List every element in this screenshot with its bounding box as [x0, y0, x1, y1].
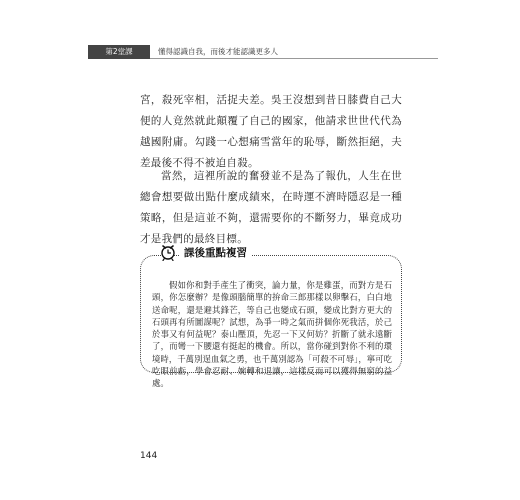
alarm-clock-icon	[160, 243, 176, 261]
running-header-title: 懂得認識自我，而後才能認識更多人	[158, 47, 278, 56]
body-paragraph-2: 當然，這裡所說的奮發並不是為了報仇，人生在世總會想要做出點什麼成績來，在時運不濟時隱忍是一種策略，但是這並不夠，還需要你的不斷努力，畢竟成功才是我們的最終目標。	[140, 170, 402, 245]
review-text: 假如你和對手產生了衝突，論力量，你是雞蛋，而對方是石頭，你怎麼辦？是像頭腦簡單的拚命三郎那樣以卵擊石，白白地送命呢，還是避其鋒芒，等自己也變成石頭，變成比對方更大的石頭再有所圖謀呢？試想，為爭一時之氣而拼個你死我活，於己於事又有何益呢？泰山壓頂，先忍一下又何妨？折斷了就永遠斷了，而彎一下腰還有挺起的機會。所以，當你碰到對你不利的環境時，千萬別逞血氣之勇，也千萬別認為「可殺不可辱」，寧可吃吃眼前虧，學會忍耐、婉轉和退讓，這樣反而可以獲得無窮的益處。	[152, 280, 392, 389]
chapter-badge: 第2堂課	[88, 45, 150, 59]
running-header	[88, 45, 438, 59]
review-title: 課後重點複習	[180, 246, 251, 260]
page-number: 144	[140, 451, 158, 461]
header-rule	[150, 58, 438, 59]
body-paragraph-1: 宮，殺死宰相，活捉夫差。吳王沒想到昔日膝費自己大便的人竟然就此顛覆了自己的國家，他請求世世代代為越國附庸。勾踐一心想痛雪當年的恥辱，斷然拒絕，夫差最後不得不被迫自殺。	[140, 94, 402, 169]
